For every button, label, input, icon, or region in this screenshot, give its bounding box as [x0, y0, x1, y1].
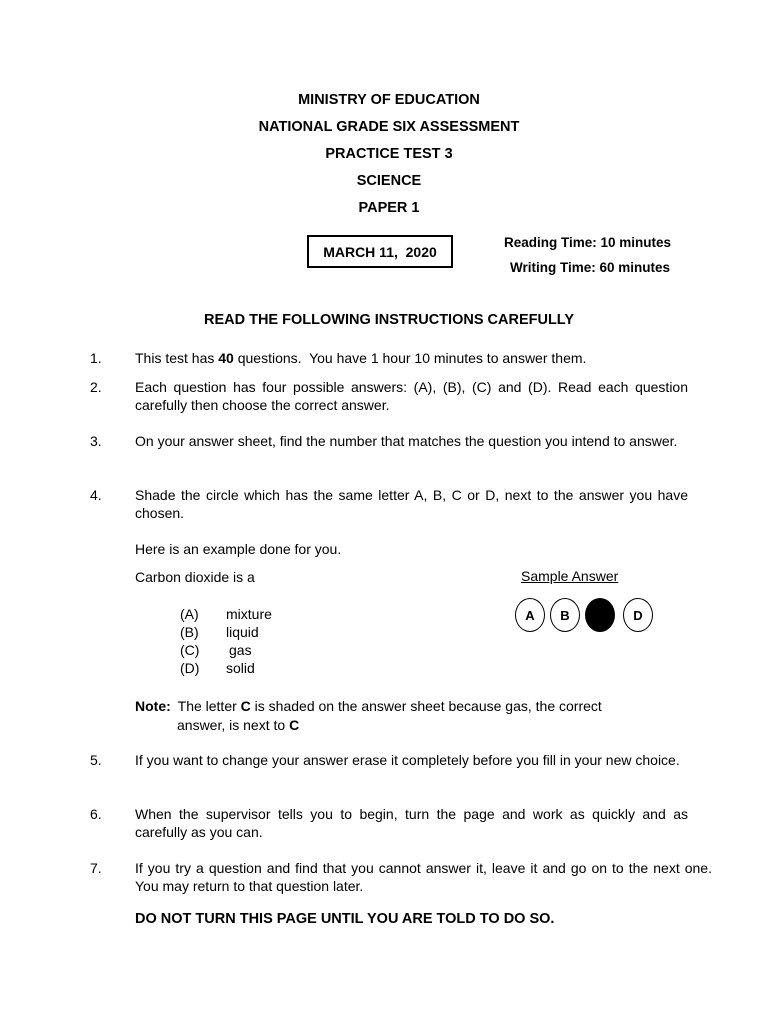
note-line-1 — [174, 697, 602, 715]
note-line-1-end: is shaded on the answer sheet because gas, the correct — [250, 698, 602, 714]
sample-answer-label: Sample Answer — [521, 568, 619, 584]
instruction-number: 7. — [90, 860, 102, 876]
answer-bubble-b: B — [550, 598, 580, 632]
note-line-2 — [177, 716, 299, 734]
instruction-number: 6. — [90, 806, 102, 822]
instruction-number: 4. — [90, 487, 102, 503]
option-text-c: gas — [229, 642, 252, 658]
example-intro: Here is an example done for you. — [135, 541, 342, 557]
note-line-2-start: answer, is next to — [177, 717, 290, 733]
example-question: Carbon dioxide is a — [135, 569, 255, 585]
writing-time: Writing Time: 60 minutes — [510, 260, 671, 275]
option-letter-b: (B) — [180, 624, 199, 640]
note-letter: C — [240, 698, 251, 714]
instruction-4: Shade the circle which has the same letter A, B, C or D, next to the answer you have chosen. — [135, 487, 688, 521]
question-count: 40 — [218, 350, 234, 366]
answer-bubble-a: A — [515, 598, 545, 632]
note-line-1-start: The letter — [174, 698, 241, 714]
date-box — [307, 235, 453, 268]
answer-bubble-c-shaded — [585, 598, 615, 632]
instruction-5: If you want to change your answer erase it completely before you fill in your new choice. — [135, 752, 680, 768]
instruction-1-text-start: This test has — [135, 350, 219, 366]
instruction-1-text-end: questions. You have 1 hour 10 minutes to answer them. — [233, 350, 587, 366]
ministry-heading: MINISTRY OF EDUCATION — [298, 92, 480, 108]
answer-bubble-d: D — [623, 598, 653, 632]
exam-date: MARCH 11, 2020 — [323, 243, 437, 260]
option-letter-a: (A) — [180, 606, 199, 622]
instruction-6: When the supervisor tells you to begin, turn the page and work as quickly and as carefully as you can. — [135, 806, 688, 840]
subject-heading: SCIENCE — [356, 173, 422, 189]
instruction-2: Each question has four possible answers: (A), (B), (C) and (D). Read each question carefully then choose the correct answer. — [135, 379, 688, 413]
instruction-7: If you try a question and find that you cannot answer it, leave it and go on to the next one. You may return to that question later. — [135, 860, 712, 894]
note-letter: C — [289, 717, 300, 733]
note-label: Note: — [135, 698, 171, 714]
instruction-1 — [135, 349, 735, 367]
instruction-number: 3. — [90, 433, 102, 449]
instruction-number: 1. — [90, 350, 102, 366]
assessment-heading: NATIONAL GRADE SIX ASSESSMENT — [258, 119, 520, 135]
instruction-number: 2. — [90, 379, 102, 395]
reading-time: Reading Time: 10 minutes — [504, 235, 672, 250]
instruction-number: 5. — [90, 752, 102, 768]
option-text-d: solid — [226, 660, 255, 676]
final-notice: DO NOT TURN THIS PAGE UNTIL YOU ARE TOLD TO DO SO. — [135, 911, 555, 927]
paper-heading: PAPER 1 — [358, 200, 420, 216]
option-text-b: liquid — [226, 624, 259, 640]
instructions-heading: READ THE FOLLOWING INSTRUCTIONS CAREFULLY — [203, 312, 574, 328]
option-text-a: mixture — [226, 606, 272, 622]
option-letter-c: (C) — [180, 642, 200, 658]
test-heading: PRACTICE TEST 3 — [325, 146, 453, 162]
instruction-3: On your answer sheet, find the number that matches the question you intend to answer. — [135, 433, 678, 449]
option-letter-d: (D) — [180, 660, 200, 676]
